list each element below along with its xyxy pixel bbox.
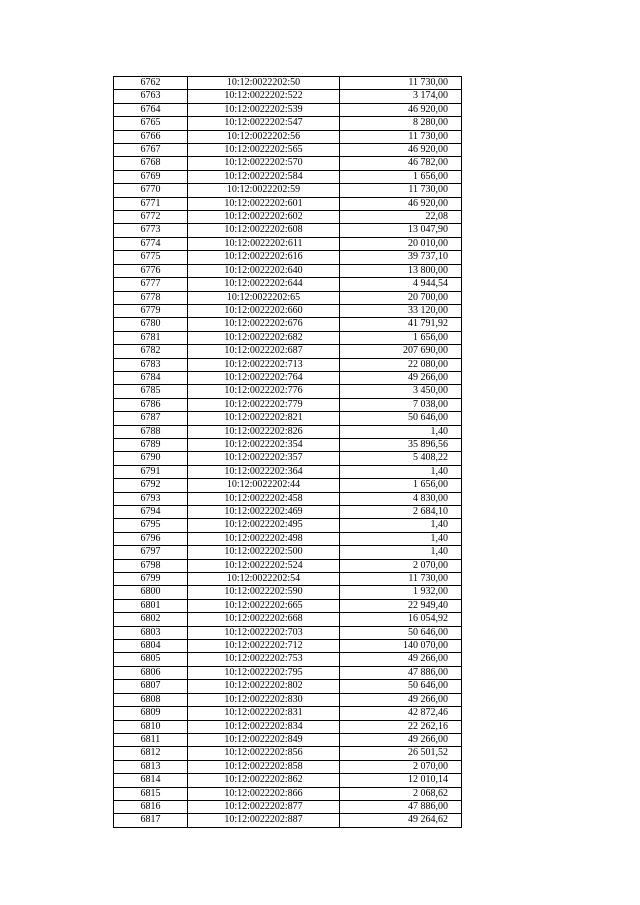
cadastral-number-cell: 10:12:0022202:834	[188, 720, 340, 733]
row-number-cell: 6797	[114, 546, 188, 559]
cadastral-number-cell: 10:12:0022202:676	[188, 318, 340, 331]
amount-cell: 49 266,00	[340, 733, 462, 746]
cadastral-number-cell: 10:12:0022202:590	[188, 586, 340, 599]
table-row	[114, 385, 462, 398]
amount-cell: 1 656,00	[340, 331, 462, 344]
table-row	[114, 291, 462, 304]
amount-cell: 13 800,00	[340, 264, 462, 277]
cadastral-number-cell: 10:12:0022202:500	[188, 546, 340, 559]
cadastral-number-cell: 10:12:0022202:866	[188, 787, 340, 800]
table-row	[114, 358, 462, 371]
cadastral-number-cell: 10:12:0022202:753	[188, 653, 340, 666]
amount-cell: 2 070,00	[340, 760, 462, 773]
cadastral-number-cell: 10:12:0022202:357	[188, 452, 340, 465]
table-row	[114, 814, 462, 827]
amount-cell: 7 038,00	[340, 398, 462, 411]
amount-cell: 5 408,22	[340, 452, 462, 465]
cadastral-number-cell: 10:12:0022202:65	[188, 291, 340, 304]
row-number-cell: 6762	[114, 77, 188, 90]
row-number-cell: 6770	[114, 184, 188, 197]
cadastral-number-cell: 10:12:0022202:458	[188, 492, 340, 505]
table-row	[114, 599, 462, 612]
row-number-cell: 6808	[114, 693, 188, 706]
amount-cell: 2 070,00	[340, 559, 462, 572]
table-body	[114, 77, 462, 828]
row-number-cell: 6790	[114, 452, 188, 465]
amount-cell: 47 886,00	[340, 666, 462, 679]
table-row	[114, 157, 462, 170]
amount-cell: 46 920,00	[340, 103, 462, 116]
row-number-cell: 6775	[114, 251, 188, 264]
table-row	[114, 640, 462, 653]
row-number-cell: 6766	[114, 130, 188, 143]
table-row	[114, 707, 462, 720]
cadastral-number-cell: 10:12:0022202:364	[188, 465, 340, 478]
cadastral-number-cell: 10:12:0022202:862	[188, 774, 340, 787]
amount-cell: 49 264,62	[340, 814, 462, 827]
row-number-cell: 6787	[114, 412, 188, 425]
cadastral-number-cell: 10:12:0022202:50	[188, 77, 340, 90]
table-row	[114, 693, 462, 706]
cadastral-number-cell: 10:12:0022202:877	[188, 800, 340, 813]
row-number-cell: 6781	[114, 331, 188, 344]
cadastral-number-cell: 10:12:0022202:821	[188, 412, 340, 425]
amount-cell: 47 886,00	[340, 800, 462, 813]
row-number-cell: 6779	[114, 304, 188, 317]
amount-cell: 26 501,52	[340, 747, 462, 760]
cadastral-number-cell: 10:12:0022202:703	[188, 626, 340, 639]
cadastral-number-cell: 10:12:0022202:764	[188, 371, 340, 384]
row-number-cell: 6804	[114, 640, 188, 653]
row-number-cell: 6768	[114, 157, 188, 170]
table-row	[114, 559, 462, 572]
table-row	[114, 77, 462, 90]
row-number-cell: 6798	[114, 559, 188, 572]
table-row	[114, 760, 462, 773]
cadastral-number-cell: 10:12:0022202:660	[188, 304, 340, 317]
amount-cell: 11 730,00	[340, 573, 462, 586]
cadastral-number-cell: 10:12:0022202:682	[188, 331, 340, 344]
row-number-cell: 6780	[114, 318, 188, 331]
amount-cell: 1,40	[340, 425, 462, 438]
cadastral-number-cell: 10:12:0022202:856	[188, 747, 340, 760]
table-row	[114, 211, 462, 224]
cadastral-number-cell: 10:12:0022202:831	[188, 707, 340, 720]
amount-cell: 1 932,00	[340, 586, 462, 599]
row-number-cell: 6789	[114, 438, 188, 451]
row-number-cell: 6765	[114, 117, 188, 130]
cadastral-number-cell: 10:12:0022202:802	[188, 680, 340, 693]
table-row	[114, 398, 462, 411]
cadastral-number-cell: 10:12:0022202:779	[188, 398, 340, 411]
row-number-cell: 6786	[114, 398, 188, 411]
amount-cell: 4 830,00	[340, 492, 462, 505]
cadastral-number-cell: 10:12:0022202:602	[188, 211, 340, 224]
row-number-cell: 6795	[114, 519, 188, 532]
amount-cell: 1,40	[340, 546, 462, 559]
amount-cell: 20 010,00	[340, 237, 462, 250]
table-row	[114, 479, 462, 492]
cadastral-number-cell: 10:12:0022202:611	[188, 237, 340, 250]
table-row	[114, 720, 462, 733]
amount-cell: 49 266,00	[340, 371, 462, 384]
cadastral-number-cell: 10:12:0022202:712	[188, 640, 340, 653]
amount-cell: 3 174,00	[340, 90, 462, 103]
row-number-cell: 6774	[114, 237, 188, 250]
row-number-cell: 6801	[114, 599, 188, 612]
amount-cell: 8 280,00	[340, 117, 462, 130]
row-number-cell: 6806	[114, 666, 188, 679]
row-number-cell: 6794	[114, 506, 188, 519]
table-row	[114, 264, 462, 277]
amount-cell: 49 266,00	[340, 653, 462, 666]
row-number-cell: 6776	[114, 264, 188, 277]
amount-cell: 13 047,90	[340, 224, 462, 237]
table-row	[114, 331, 462, 344]
cadastral-number-cell: 10:12:0022202:668	[188, 613, 340, 626]
table-row	[114, 532, 462, 545]
amount-cell: 50 646,00	[340, 680, 462, 693]
cadastral-number-cell: 10:12:0022202:601	[188, 197, 340, 210]
amount-cell: 1,40	[340, 532, 462, 545]
row-number-cell: 6800	[114, 586, 188, 599]
amount-cell: 140 070,00	[340, 640, 462, 653]
table-row	[114, 371, 462, 384]
table-row	[114, 425, 462, 438]
cadastral-number-cell: 10:12:0022202:59	[188, 184, 340, 197]
cadastral-number-cell: 10:12:0022202:44	[188, 479, 340, 492]
table-row	[114, 278, 462, 291]
cadastral-number-cell: 10:12:0022202:665	[188, 599, 340, 612]
table-row	[114, 452, 462, 465]
cadastral-number-cell: 10:12:0022202:644	[188, 278, 340, 291]
cadastral-number-cell: 10:12:0022202:616	[188, 251, 340, 264]
row-number-cell: 6802	[114, 613, 188, 626]
amount-cell: 1,40	[340, 519, 462, 532]
cadastral-number-cell: 10:12:0022202:570	[188, 157, 340, 170]
table-row	[114, 103, 462, 116]
table-row	[114, 197, 462, 210]
amount-cell: 11 730,00	[340, 184, 462, 197]
amount-cell: 46 920,00	[340, 144, 462, 157]
row-number-cell: 6814	[114, 774, 188, 787]
amount-cell: 39 737,10	[340, 251, 462, 264]
row-number-cell: 6809	[114, 707, 188, 720]
table-row	[114, 304, 462, 317]
row-number-cell: 6796	[114, 532, 188, 545]
table-row	[114, 318, 462, 331]
row-number-cell: 6769	[114, 170, 188, 183]
cadastral-number-cell: 10:12:0022202:887	[188, 814, 340, 827]
amount-cell: 207 690,00	[340, 345, 462, 358]
table-row	[114, 733, 462, 746]
amount-cell: 16 054,92	[340, 613, 462, 626]
table-row	[114, 800, 462, 813]
row-number-cell: 6777	[114, 278, 188, 291]
row-number-cell: 6771	[114, 197, 188, 210]
amount-cell: 2 068,62	[340, 787, 462, 800]
cadastral-number-cell: 10:12:0022202:858	[188, 760, 340, 773]
row-number-cell: 6788	[114, 425, 188, 438]
row-number-cell: 6792	[114, 479, 188, 492]
row-number-cell: 6782	[114, 345, 188, 358]
table-row	[114, 117, 462, 130]
amount-cell: 22 949,40	[340, 599, 462, 612]
cadastral-number-cell: 10:12:0022202:495	[188, 519, 340, 532]
table-row	[114, 170, 462, 183]
table-row	[114, 519, 462, 532]
row-number-cell: 6772	[114, 211, 188, 224]
amount-cell: 46 782,00	[340, 157, 462, 170]
amount-cell: 50 646,00	[340, 626, 462, 639]
row-number-cell: 6805	[114, 653, 188, 666]
cadastral-number-cell: 10:12:0022202:54	[188, 573, 340, 586]
table-row	[114, 506, 462, 519]
cadastral-number-cell: 10:12:0022202:795	[188, 666, 340, 679]
amount-cell: 3 450,00	[340, 385, 462, 398]
cadastral-number-cell: 10:12:0022202:547	[188, 117, 340, 130]
table-row	[114, 573, 462, 586]
table-row	[114, 251, 462, 264]
cadastral-number-cell: 10:12:0022202:826	[188, 425, 340, 438]
table-row	[114, 546, 462, 559]
table-row	[114, 144, 462, 157]
amount-cell: 2 684,10	[340, 506, 462, 519]
cadastral-number-cell: 10:12:0022202:687	[188, 345, 340, 358]
row-number-cell: 6764	[114, 103, 188, 116]
row-number-cell: 6799	[114, 573, 188, 586]
amount-cell: 22 080,00	[340, 358, 462, 371]
amount-cell: 42 872,46	[340, 707, 462, 720]
cadastral-number-cell: 10:12:0022202:713	[188, 358, 340, 371]
table-row	[114, 130, 462, 143]
amount-cell: 11 730,00	[340, 77, 462, 90]
row-number-cell: 6793	[114, 492, 188, 505]
table-row	[114, 438, 462, 451]
amount-cell: 33 120,00	[340, 304, 462, 317]
amount-cell: 46 920,00	[340, 197, 462, 210]
row-number-cell: 6810	[114, 720, 188, 733]
cadastral-number-cell: 10:12:0022202:539	[188, 103, 340, 116]
row-number-cell: 6812	[114, 747, 188, 760]
cadastral-number-cell: 10:12:0022202:565	[188, 144, 340, 157]
amount-cell: 1 656,00	[340, 170, 462, 183]
amount-cell: 4 944,54	[340, 278, 462, 291]
cadastral-number-cell: 10:12:0022202:640	[188, 264, 340, 277]
table-row	[114, 680, 462, 693]
row-number-cell: 6815	[114, 787, 188, 800]
row-number-cell: 6783	[114, 358, 188, 371]
row-number-cell: 6778	[114, 291, 188, 304]
amount-cell: 11 730,00	[340, 130, 462, 143]
table-row	[114, 345, 462, 358]
table-row	[114, 666, 462, 679]
table-row	[114, 465, 462, 478]
row-number-cell: 6816	[114, 800, 188, 813]
row-number-cell: 6811	[114, 733, 188, 746]
table-row	[114, 184, 462, 197]
amount-cell: 50 646,00	[340, 412, 462, 425]
table-row	[114, 626, 462, 639]
cadastral-number-cell: 10:12:0022202:524	[188, 559, 340, 572]
table-row	[114, 787, 462, 800]
cadastral-number-cell: 10:12:0022202:608	[188, 224, 340, 237]
row-number-cell: 6807	[114, 680, 188, 693]
cadastral-number-cell: 10:12:0022202:354	[188, 438, 340, 451]
amount-cell: 35 896,56	[340, 438, 462, 451]
data-table	[113, 76, 462, 828]
amount-cell: 49 266,00	[340, 693, 462, 706]
cadastral-number-cell: 10:12:0022202:584	[188, 170, 340, 183]
cadastral-number-cell: 10:12:0022202:498	[188, 532, 340, 545]
amount-cell: 1,40	[340, 465, 462, 478]
cadastral-number-cell: 10:12:0022202:469	[188, 506, 340, 519]
amount-cell: 1 656,00	[340, 479, 462, 492]
row-number-cell: 6763	[114, 90, 188, 103]
row-number-cell: 6767	[114, 144, 188, 157]
row-number-cell: 6773	[114, 224, 188, 237]
table-row	[114, 774, 462, 787]
cadastral-number-cell: 10:12:0022202:830	[188, 693, 340, 706]
row-number-cell: 6791	[114, 465, 188, 478]
table-row	[114, 412, 462, 425]
amount-cell: 41 791,92	[340, 318, 462, 331]
amount-cell: 20 700,00	[340, 291, 462, 304]
cadastral-number-cell: 10:12:0022202:776	[188, 385, 340, 398]
cadastral-number-cell: 10:12:0022202:56	[188, 130, 340, 143]
row-number-cell: 6813	[114, 760, 188, 773]
table-row	[114, 90, 462, 103]
table-row	[114, 747, 462, 760]
row-number-cell: 6817	[114, 814, 188, 827]
table-row	[114, 613, 462, 626]
row-number-cell: 6785	[114, 385, 188, 398]
table-row	[114, 492, 462, 505]
table-row	[114, 224, 462, 237]
amount-cell: 22 262,16	[340, 720, 462, 733]
amount-cell: 22,08	[340, 211, 462, 224]
row-number-cell: 6803	[114, 626, 188, 639]
table-row	[114, 237, 462, 250]
amount-cell: 12 010,14	[340, 774, 462, 787]
table-row	[114, 653, 462, 666]
row-number-cell: 6784	[114, 371, 188, 384]
table-row	[114, 586, 462, 599]
cadastral-number-cell: 10:12:0022202:849	[188, 733, 340, 746]
cadastral-number-cell: 10:12:0022202:522	[188, 90, 340, 103]
